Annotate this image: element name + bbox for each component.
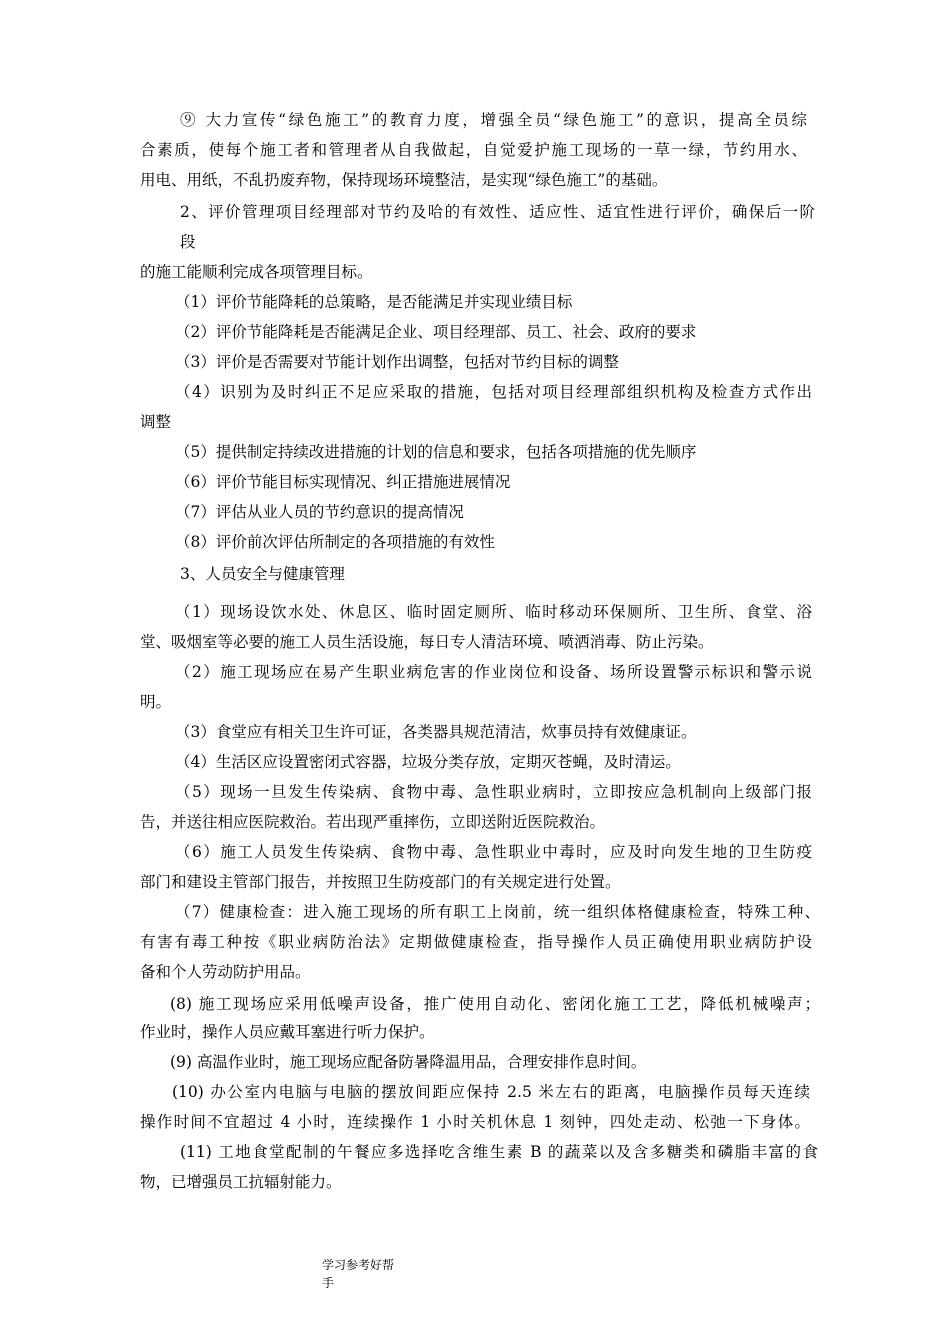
paragraph-line: 明。 xyxy=(140,693,172,711)
paragraph-line: 用电、用纸，不乱扔废弃物，保持现场环境整洁，是实现“绿色施工”的基础。 xyxy=(140,171,668,189)
section-heading: 3、人员安全与健康管理 xyxy=(180,565,345,583)
paragraph-line: 堂、吸烟室等必要的施工人员生活设施，每日专人清洁环境、喷洒消毒、防止污染。 xyxy=(140,633,714,651)
section-heading: 的施工能顺利完成各项管理目标。 xyxy=(140,263,373,281)
paragraph-line: (9) 高温作业时，施工现场应配备防暑降温用品，合理安排作息时间。 xyxy=(170,1053,647,1071)
list-item: （6）评价节能目标实现情况、纠正措施进展情况 xyxy=(175,473,511,491)
paragraph-line: 备和个人劳动防护用品。 xyxy=(140,963,311,981)
paragraph-line: 部门和建设主管部门报告，并按照卫生防疫部门的有关规定进行处置。 xyxy=(140,873,621,891)
list-item: （8）评价前次评估所制定的各项措施的有效性 xyxy=(175,533,495,551)
paragraph-line: 操作时间不宜超过 4 小时，连续操作 1 小时关机休息 1 刻钟，四处走动、松弛一下身体。 xyxy=(140,1113,810,1131)
list-item: （4）识别为及时纠正不足应采取的措施，包括对项目经理部组织机构及检查方式作出 xyxy=(175,383,812,401)
paragraph-line: （5）现场一旦发生传染病、食物中毒、急性职业病时，立即按应急机制向上级部门报 xyxy=(175,783,812,801)
list-item: （1）评价节能降耗的总策略，是否能满足并实现业绩目标 xyxy=(175,293,573,311)
paragraph-line: 合素质，使每个施工者和管理者从自我做起，自觉爱护施工现场的一草一绿，节约用水、 xyxy=(140,141,807,159)
list-item: （5）提供制定持续改进措施的计划的信息和要求，包括各项措施的优先顺序 xyxy=(175,443,697,461)
section-heading: 段 xyxy=(180,233,196,251)
list-item: （7）评估从业人员的节约意识的提高情况 xyxy=(175,503,464,521)
paragraph-line: 有害有毒工种按《职业病防治法》定期做健康检查，指导操作人员正确使用职业病防护设 xyxy=(140,933,812,951)
paragraph-line: 作业时，操作人员应戴耳塞进行听力保护。 xyxy=(140,1023,435,1041)
footer-text: 手 xyxy=(322,1276,335,1290)
paragraph-line: （1）现场设饮水处、休息区、临时固定厕所、临时移动环保厕所、卫生所、食堂、浴 xyxy=(175,603,812,621)
list-item: （2）评价节能降耗是否能满足企业、项目经理部、员工、社会、政府的要求 xyxy=(175,323,697,341)
paragraph-line: 告，并送往相应医院救治。若出现严重摔伤，立即送附近医院救治。 xyxy=(140,813,606,831)
section-heading: 2、评价管理项目经理部对节约及哈的有效性、适应性、适宜性进行评价，确保后一阶 xyxy=(180,203,815,221)
paragraph-line: (8) 施工现场应采用低噪声设备，推广使用自动化、密闭化施工工艺，降低机械噪声； xyxy=(170,995,820,1013)
paragraph-line: （3）食堂应有相关卫生许可证，各类器具规范清洁，炊事员持有效健康证。 xyxy=(175,723,697,741)
paragraph-line: （2）施工现场应在易产生职业病危害的作业岗位和设备、场所设置警示标识和警示说 xyxy=(175,663,812,681)
paragraph-line: (10) 办公室内电脑与电脑的摆放间距应保持 2.5 米左右的距离，电脑操作员每天连续 xyxy=(172,1083,810,1101)
paragraph-line: （7）健康检查：进入施工现场的所有职工上岗前，统一组织体格健康检查，特殊工种、 xyxy=(175,903,820,921)
paragraph-line: (11) 工地食堂配制的午餐应多选择吃含维生素 B 的蔬菜以及含多糖类和磷脂丰富的食 xyxy=(180,1143,818,1161)
list-item: 调整 xyxy=(140,413,172,431)
paragraph-line: （4）生活区应设置密闭式容器，垃圾分类存放，定期灭苍蝇，及时清运。 xyxy=(175,753,681,771)
paragraph-line: ⑨ 大力宣传“绿色施工”的教育力度，增强全员“绿色施工”的意识，提高全员综 xyxy=(180,111,807,129)
list-item: （3）评价是否需要对节能计划作出调整，包括对节约目标的调整 xyxy=(175,353,619,371)
footer-text: 学习参考好帮 xyxy=(322,1258,395,1272)
paragraph-line: 物，已增强员工抗辐射能力。 xyxy=(140,1173,342,1191)
paragraph-line: （6）施工人员发生传染病、食物中毒、急性职业中毒时，应及时向发生地的卫生防疫 xyxy=(175,843,812,861)
